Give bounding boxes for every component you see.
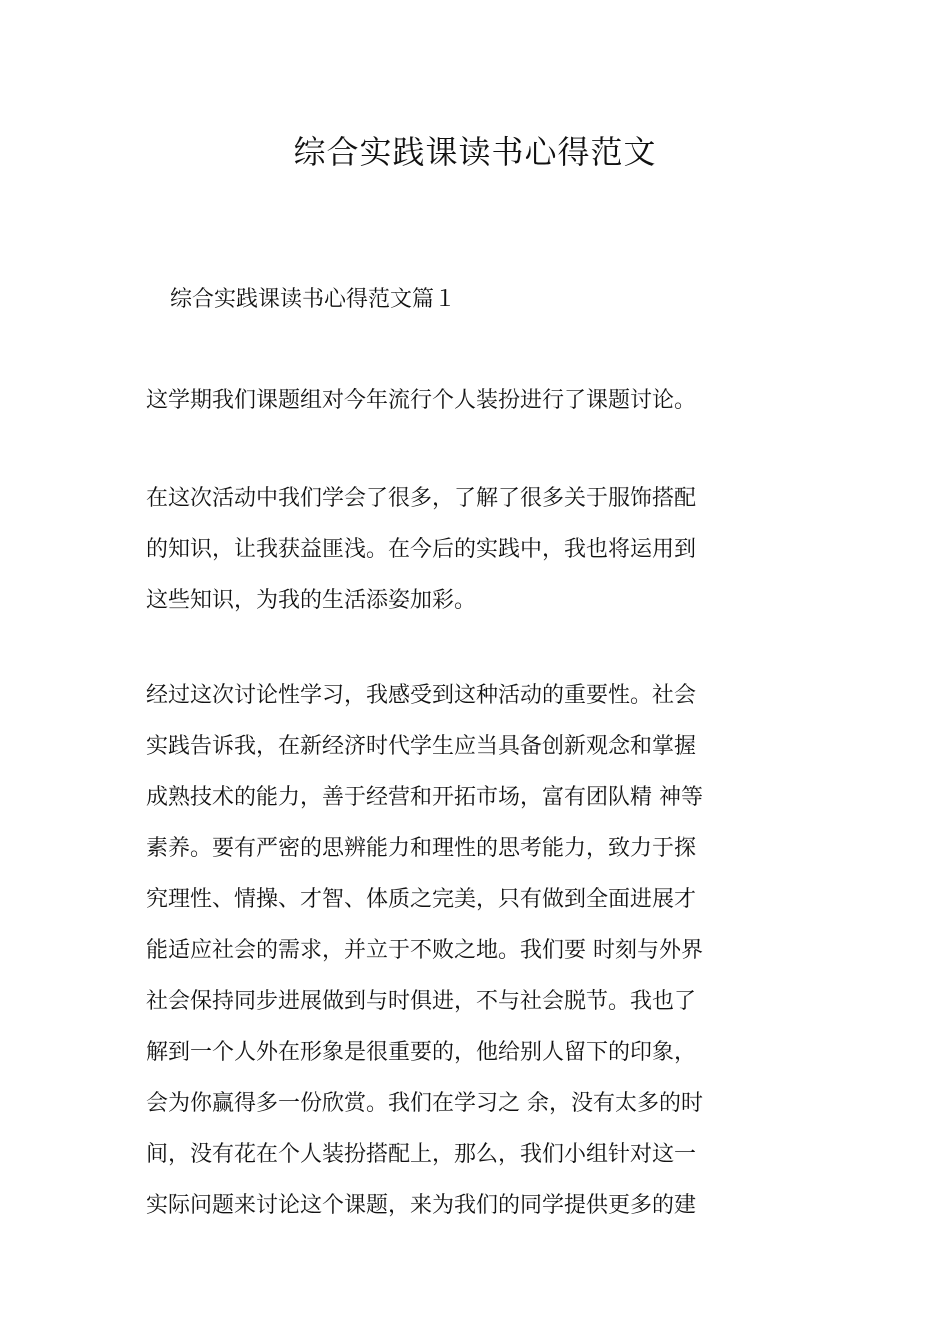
document-title: 综合实践课读书心得范文 <box>293 133 657 171</box>
paragraph-1 <box>146 375 808 426</box>
paragraph-line: 实际问题来讨论这个课题，来为我们的同学提供更多的建 <box>146 1193 697 1218</box>
paragraph-3 <box>146 670 808 1231</box>
paragraph-line: 成熟技术的能力，善于经营和开拓市场，富有团队精 神等 <box>146 785 703 810</box>
paragraph-line: 的知识，让我获益匪浅。在今后的实践中，我也将运用到 <box>146 537 697 562</box>
paragraph-line: 实践告诉我，在新经济时代学生应当具备创新观念和掌握 <box>146 734 697 759</box>
paragraph-line: 这些知识，为我的生活添姿加彩。 <box>146 588 477 613</box>
paragraph-line: 素养。要有严密的思辨能力和理性的思考能力，致力于探 <box>146 836 697 861</box>
paragraph-line: 经过这次讨论性学习，我感受到这种活动的重要性。社会 <box>146 683 697 708</box>
paragraph-line: 能适应社会的需求，并立于不败之地。我们要 时刻与外界 <box>146 938 703 963</box>
paragraph-2 <box>146 473 808 626</box>
paragraph-line: 社会保持同步进展做到与时俱进，不与社会脱节。我也了 <box>146 989 697 1014</box>
section-heading: 综合实践课读书心得范文篇１ <box>170 287 457 312</box>
paragraph-line: 这学期我们课题组对今年流行个人装扮进行了课题讨论。 <box>146 388 697 413</box>
paragraph-line: 解到一个人外在形象是很重要的，他给别人留下的印象， <box>146 1040 697 1065</box>
paragraph-line: 会为你赢得多一份欣赏。我们在学习之 余，没有太多的时 <box>146 1091 703 1116</box>
paragraph-line: 在这次活动中我们学会了很多，了解了很多关于服饰搭配 <box>146 486 697 511</box>
paragraph-line: 间，没有花在个人装扮搭配上，那么，我们小组针对这一 <box>146 1142 697 1167</box>
paragraph-line: 究理性、情操、才智、体质之完美，只有做到全面进展才 <box>146 887 697 912</box>
